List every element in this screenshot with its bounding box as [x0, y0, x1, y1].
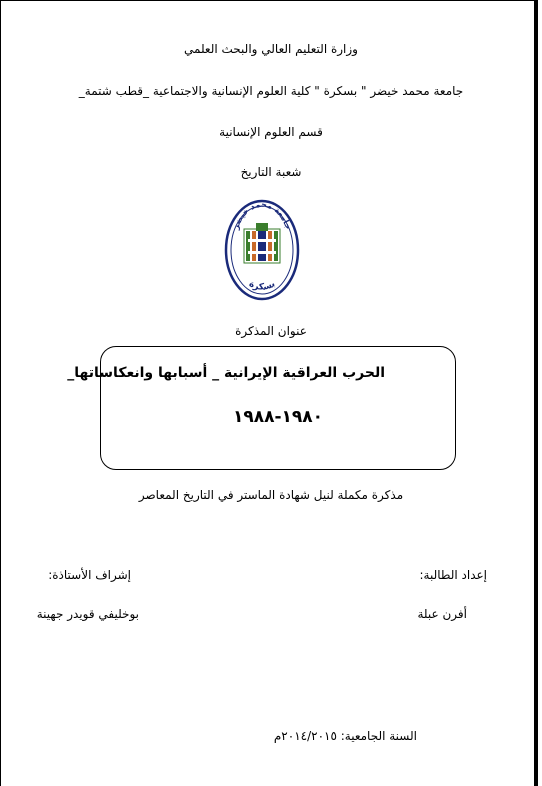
- student-label: إعداد الطالبة:: [419, 568, 487, 582]
- thesis-title-box: [67, 346, 456, 470]
- thesis-years: ١٩٨٠-١٩٨٨: [232, 407, 324, 427]
- logo-bottom-text: بسكرة: [247, 279, 278, 293]
- degree-line: مذكرة مكملة لنيل شهادة الماستر في التاريخ المعاصر: [138, 488, 404, 502]
- university-line: جامعة محمد خيضر " بسكرة " كلية العلوم الإنسانية والاجتماعية _قطب شتمة_: [78, 84, 464, 98]
- supervisor-name: بوخليفي قويدر جهينة: [36, 607, 139, 621]
- university-logo: [224, 199, 300, 301]
- academic-year: السنة الجامعية: ٢٠١٤/٢٠١٥م: [273, 729, 417, 743]
- ministry-line: وزارة التعليم العالي والبحث العلمي: [184, 42, 358, 56]
- branch-line: شعبة التاريخ: [240, 165, 302, 179]
- logo-top-text: جامعة محمد خيضر: [231, 199, 293, 231]
- thesis-title: الحرب العراقية الإيرانية _ أسبابها وانعكاساتها_: [67, 365, 385, 381]
- thesis-title-label: عنوان المذكرة: [235, 324, 307, 338]
- student-name: أفرن عبلة: [417, 607, 467, 621]
- supervisor-label: إشراف الأستاذة:: [48, 568, 131, 582]
- department-line: قسم العلوم الإنسانية: [219, 125, 323, 139]
